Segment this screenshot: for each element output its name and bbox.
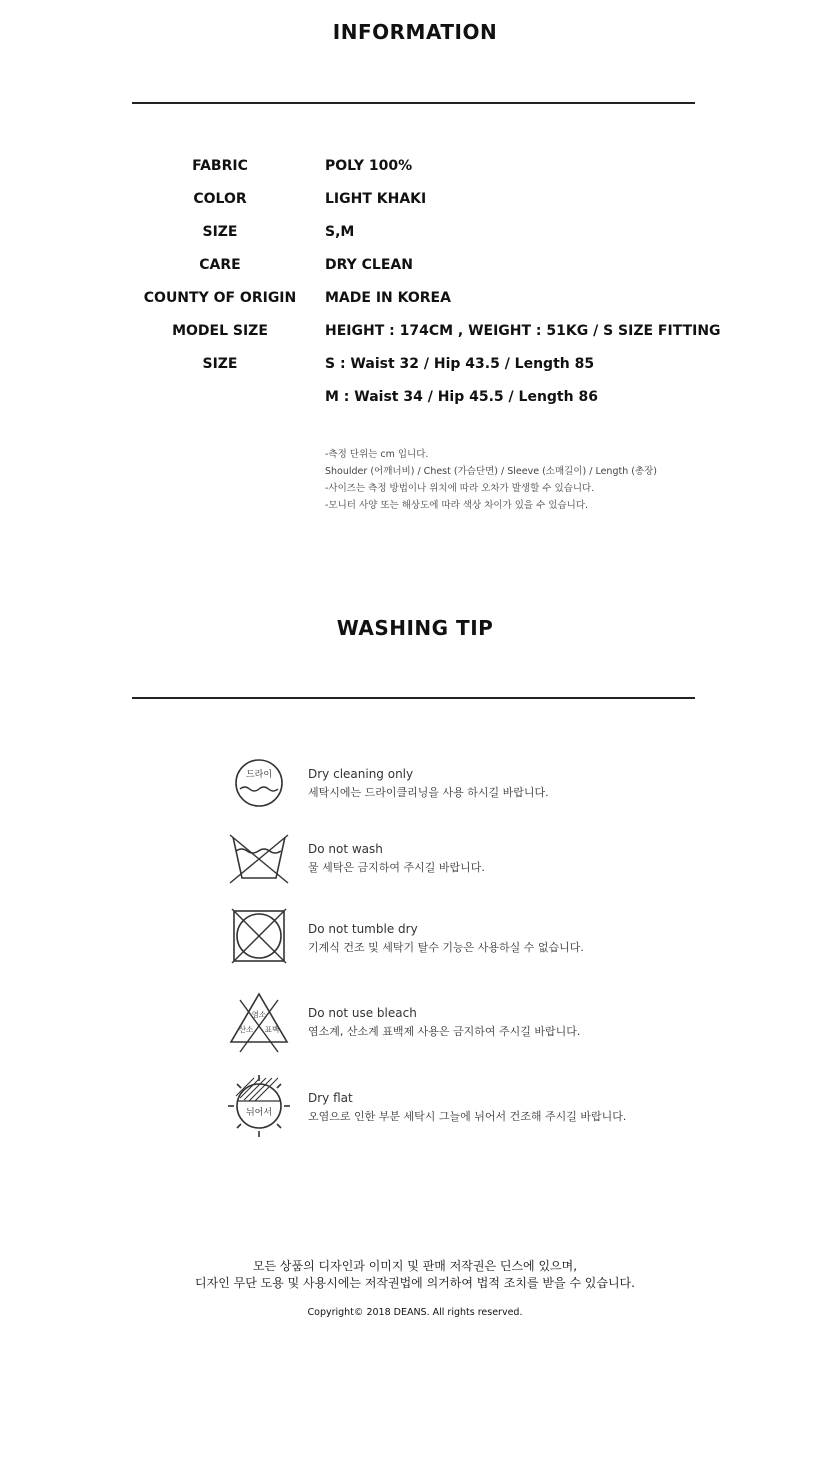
wash-title: Do not wash <box>308 842 383 856</box>
wash-desc: 세탁시에는 드라이클리닝을 사용 하시길 바랍니다. <box>308 786 549 799</box>
spec-value: S,M <box>325 224 355 240</box>
spec-row-fabric <box>0 158 830 180</box>
note-line: -측정 단위는 cm 입니다. <box>325 449 429 460</box>
washing-divider <box>132 697 695 699</box>
spec-row-care <box>0 257 830 279</box>
spec-row-size <box>0 224 830 246</box>
spec-label: SIZE <box>202 356 238 372</box>
spec-label: SIZE <box>202 224 238 240</box>
spec-value: MADE IN KOREA <box>325 290 451 306</box>
wash-title: Dry cleaning only <box>308 767 414 781</box>
spec-row-color <box>0 191 830 213</box>
dry-clean-icon <box>226 750 292 816</box>
no-bleach-icon-label-top: 염소 <box>251 1010 267 1019</box>
spec-label: FABRIC <box>192 158 248 174</box>
spec-label: COLOR <box>193 191 247 207</box>
note-line: -모니터 사양 또는 해상도에 따라 색상 차이가 있을 수 있습니다. <box>325 500 589 511</box>
no-tumble-dry-icon <box>226 905 292 971</box>
spec-row-model-size <box>0 323 830 345</box>
footer-line-2: 디자인 무단 도용 및 사용시에는 저작권법에 의거하여 법적 조치를 받을 수 있습니다. <box>195 1276 635 1290</box>
spec-value: M : Waist 34 / Hip 45.5 / Length 86 <box>325 389 598 405</box>
spec-row-origin <box>0 290 830 312</box>
spec-value: DRY CLEAN <box>325 257 413 273</box>
wash-item-dry-clean <box>0 750 830 820</box>
wash-item-no-tumble-dry <box>0 905 830 975</box>
dry-flat-icon-label: 뉘어서 <box>245 1108 273 1118</box>
footer-line-1: 모든 상품의 디자인과 이미지 및 판매 저작권은 딘스에 있으며, <box>252 1259 578 1273</box>
information-title: INFORMATION <box>332 20 498 44</box>
spec-row-size-s <box>0 356 830 378</box>
wash-desc: 물 세탁은 금지하여 주시길 바랍니다. <box>308 861 485 874</box>
wash-title: Do not tumble dry <box>308 922 418 936</box>
washing-title: WASHING TIP <box>336 616 494 640</box>
dry-flat-icon <box>226 1074 292 1140</box>
spec-row-size-m <box>0 389 830 411</box>
spec-value: S : Waist 32 / Hip 43.5 / Length 85 <box>325 356 595 372</box>
no-bleach-icon-label-right: 표백 <box>264 1025 280 1034</box>
note-line: -사이즈는 측정 방법이나 위치에 따라 오차가 발생할 수 있습니다. <box>325 483 595 494</box>
spec-value: HEIGHT : 174CM , WEIGHT : 51KG / S SIZE FITTING <box>325 323 721 339</box>
wash-desc: 기계식 건조 및 세탁기 탈수 기능은 사용하실 수 없습니다. <box>308 941 584 954</box>
wash-title: Do not use bleach <box>308 1006 417 1020</box>
spec-label: CARE <box>199 257 241 273</box>
no-bleach-icon <box>226 990 292 1056</box>
spec-label: COUNTY OF ORIGIN <box>143 290 297 306</box>
wash-item-no-wash <box>0 825 830 895</box>
copyright-text: Copyright© 2018 DEANS. All rights reserved. <box>307 1307 523 1318</box>
wash-item-dry-flat <box>0 1074 830 1144</box>
no-wash-icon <box>226 825 292 891</box>
spec-label: MODEL SIZE <box>172 323 268 339</box>
wash-desc: 염소계, 산소계 표백제 사용은 금지하여 주시길 바랍니다. <box>308 1025 581 1038</box>
spec-value: LIGHT KHAKI <box>325 191 427 207</box>
note-line: Shoulder (어깨너비) / Chest (가슴단면) / Sleeve (소매길이) / Length (총장) <box>325 466 658 477</box>
spec-value: POLY 100% <box>325 158 413 174</box>
wash-desc: 오염으로 인한 부분 세탁시 그늘에 뉘어서 건조해 주시길 바랍니다. <box>308 1110 627 1123</box>
information-divider <box>132 102 695 104</box>
no-bleach-icon-label-left: 산소 <box>238 1025 254 1034</box>
wash-item-no-bleach <box>0 990 830 1060</box>
dry-clean-icon-label: 드라이 <box>245 770 273 780</box>
wash-title: Dry flat <box>308 1091 353 1105</box>
